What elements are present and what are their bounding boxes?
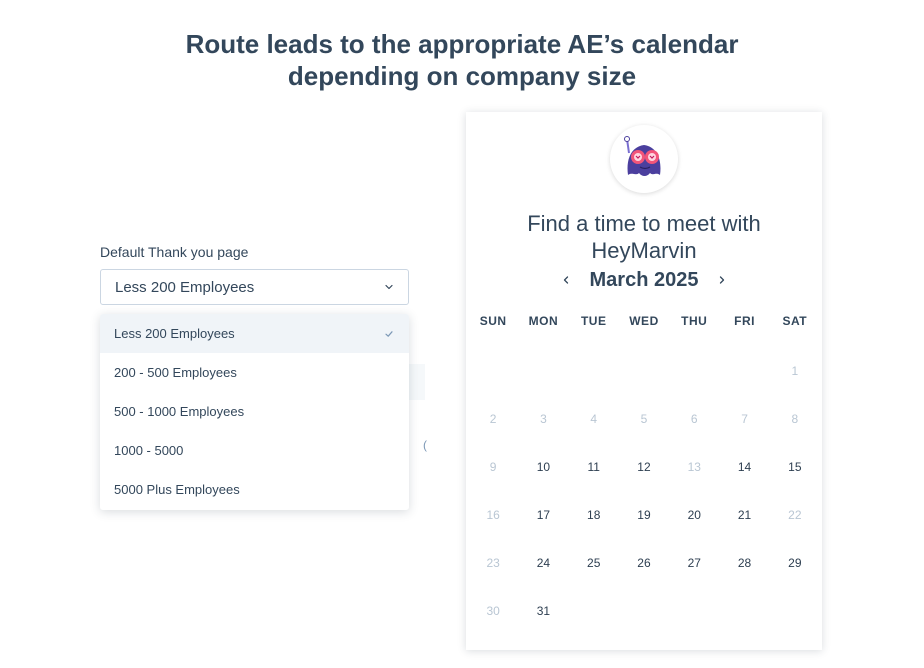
option-label: 1000 - 5000 <box>114 443 184 458</box>
meeting-heading-line-1: Find a time to meet with <box>527 211 761 236</box>
weekday-label: TUE <box>580 314 607 328</box>
calendar-day-available[interactable]: 15 <box>788 460 802 474</box>
weekday-header <box>468 314 820 328</box>
calendar-day-available[interactable]: 14 <box>737 460 752 474</box>
calendar-day-available[interactable]: 10 <box>536 460 551 474</box>
calendar-day-available[interactable]: 26 <box>637 556 651 570</box>
headline-line-2: depending on company size <box>287 61 637 91</box>
page-headline <box>0 28 924 92</box>
option-label: 500 - 1000 Employees <box>114 404 245 419</box>
calendar-week-row <box>468 395 820 443</box>
weekday-label: MON <box>528 314 559 328</box>
chevron-right-icon[interactable] <box>712 270 732 290</box>
option-5000-plus[interactable] <box>100 470 409 509</box>
calendar-day-available[interactable]: 18 <box>587 508 601 522</box>
calendar-empty-cell <box>468 347 518 395</box>
calendar-day-unavailable: 30 <box>486 604 500 618</box>
calendar-day-unavailable: 4 <box>590 412 598 426</box>
calendar-day-unavailable: 13 <box>687 460 701 474</box>
calendar-day-available[interactable]: 25 <box>587 556 601 570</box>
meetings-calendar-card <box>466 112 822 650</box>
calendar-empty-cell <box>770 587 820 635</box>
calendar-day-available[interactable]: 27 <box>687 556 701 570</box>
calendar-day-unavailable: 5 <box>640 412 648 426</box>
calendar-empty-cell <box>569 587 619 635</box>
calendar-day-available[interactable]: 29 <box>788 556 802 570</box>
weekday-label: SAT <box>782 314 808 328</box>
option-label: 5000 Plus Employees <box>114 482 240 497</box>
calendar-week-row <box>468 587 820 635</box>
calendar-week-row <box>468 491 820 539</box>
month-navigation <box>466 268 822 292</box>
calendar-day-unavailable: 2 <box>489 412 497 426</box>
option-500-1000[interactable] <box>100 392 409 431</box>
option-200-500[interactable] <box>100 353 409 392</box>
calendar-day-available[interactable]: 31 <box>536 604 551 618</box>
chevron-left-icon[interactable] <box>556 270 576 290</box>
select-current-value: Less 200 Employees <box>115 278 255 296</box>
calendar-day-unavailable: 9 <box>489 460 497 474</box>
background-text-fragment: ( <box>423 438 427 452</box>
option-less-200[interactable] <box>100 314 409 353</box>
weekday-label: WED <box>629 314 659 328</box>
calendar-week-row <box>468 539 820 587</box>
calendar-empty-cell <box>669 347 719 395</box>
weekday-label: THU <box>681 314 708 328</box>
calendar-empty-cell <box>619 587 669 635</box>
calendar-week-row <box>468 443 820 491</box>
calendar-day-available[interactable]: 17 <box>536 508 551 522</box>
calendar-week-row <box>468 347 820 395</box>
calendar-day-unavailable: 7 <box>741 412 748 426</box>
calendar-empty-cell <box>518 347 568 395</box>
calendar-empty-cell <box>719 347 769 395</box>
calendar-empty-cell <box>719 587 769 635</box>
company-size-dropdown <box>100 314 409 510</box>
calendar-empty-cell <box>619 347 669 395</box>
weekday-label: SUN <box>479 314 507 328</box>
calendar-day-unavailable: 16 <box>486 508 500 522</box>
calendar-day-available[interactable]: 21 <box>737 508 752 522</box>
calendar-day-unavailable: 23 <box>486 556 500 570</box>
meeting-heading-line-2: HeyMarvin <box>591 238 697 263</box>
option-1000-5000[interactable] <box>100 431 409 470</box>
calendar-day-available[interactable]: 20 <box>687 508 701 522</box>
calendar-day-available[interactable]: 19 <box>637 508 651 522</box>
check-icon <box>383 328 395 340</box>
calendar-empty-cell <box>569 347 619 395</box>
calendar-day-unavailable: 3 <box>540 412 547 426</box>
calendar-day-available[interactable]: 11 <box>587 460 600 474</box>
marvin-mascot-avatar-icon <box>610 125 678 193</box>
calendar-day-available[interactable]: 12 <box>637 460 651 474</box>
calendar-day-available[interactable]: 24 <box>536 556 551 570</box>
option-label: Less 200 Employees <box>114 326 235 341</box>
option-label: 200 - 500 Employees <box>114 365 237 380</box>
meeting-heading <box>466 210 822 264</box>
calendar-empty-cell <box>669 587 719 635</box>
calendar-day-available[interactable]: 28 <box>737 556 752 570</box>
thank-you-page-label: Default Thank you page <box>100 244 249 260</box>
calendar-day-unavailable: 1 <box>791 364 799 378</box>
company-size-select[interactable] <box>100 269 409 305</box>
calendar-day-unavailable: 6 <box>690 412 698 426</box>
weekday-label: FRI <box>734 314 755 328</box>
chevron-down-icon <box>384 282 394 292</box>
calendar-day-unavailable: 8 <box>791 412 799 426</box>
headline-line-1: Route leads to the appropriate AE’s calendar <box>185 29 739 59</box>
calendar-day-grid <box>468 347 820 635</box>
calendar-day-unavailable: 22 <box>788 508 802 522</box>
current-month: March 2025 <box>589 268 699 291</box>
